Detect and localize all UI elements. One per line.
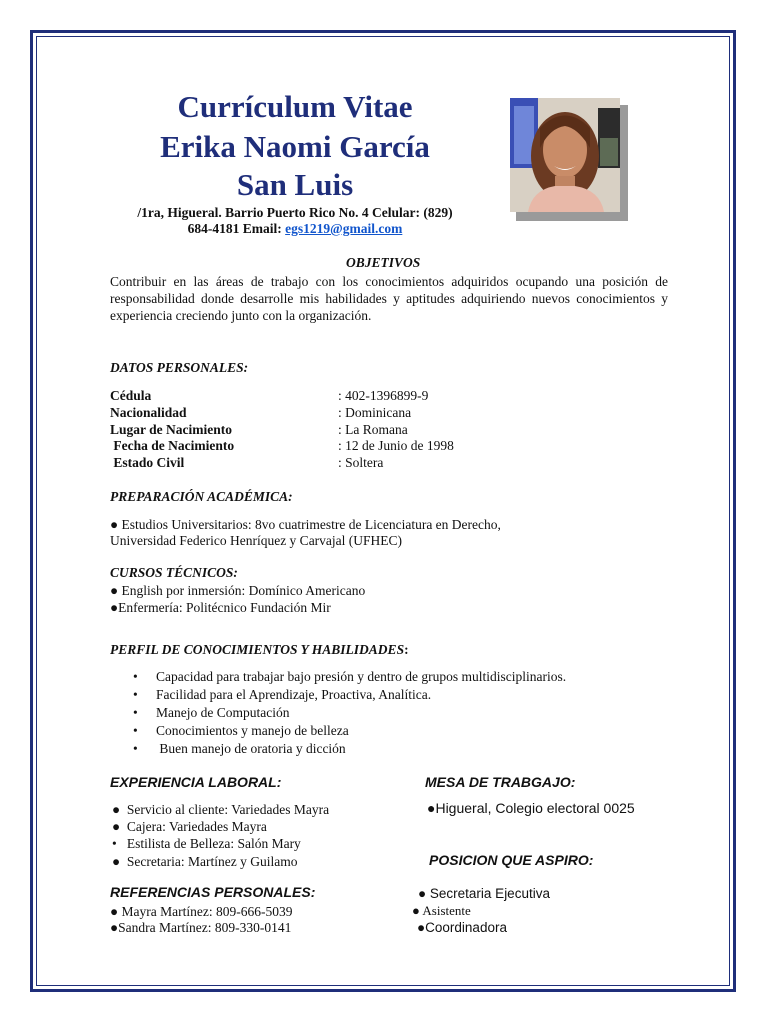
experiencia-item: ● Secretaria: Martínez y Guilamo — [112, 854, 298, 869]
posicion-heading: POSICION QUE ASPIRO: — [429, 852, 594, 868]
cursos-heading: CURSOS TÉCNICOS: — [110, 565, 238, 580]
contact-phone-email — [100, 221, 490, 237]
contact-phone: 684-4181 Email: — [187, 221, 286, 236]
cursos-item: ●Enfermería: Politécnico Fundación Mir — [110, 600, 331, 615]
contact-address: /1ra, Higueral. Barrio Puerto Rico No. 4 Celular: (829) — [137, 205, 453, 220]
academica-line1: ● Estudios Universitarios: 8vo cuatrimestre de Licenciatura en Derecho, — [110, 517, 501, 532]
referencias-item: ● Mayra Martínez: 809-666-5039 — [110, 904, 293, 919]
academica-line2: Universidad Federico Henríquez y Carvajal (UFHEC) — [110, 533, 403, 548]
datos-value: : Dominicana — [338, 405, 412, 420]
perfil-heading — [110, 642, 409, 658]
perfil-heading-colon: : — [404, 642, 409, 657]
perfil-item: • Manejo de Computación — [156, 704, 566, 722]
title-curriculum: Currículum Vitae — [177, 89, 413, 124]
datos-label: Lugar de Nacimiento — [110, 422, 232, 437]
datos-label: Estado Civil — [110, 455, 185, 470]
datos-value: : Soltera — [338, 455, 384, 470]
objetivos-text: Contribuir en las áreas de trabajo con los conocimientos adquiridos ocupando una posición de responsabilidad donde desarrolle mis habilidades y aptitudes adquiriendo nuevos conocimientos y experiencia creciendo junto con la organización. — [110, 274, 668, 323]
objetivos-heading: OBJETIVOS — [346, 255, 421, 270]
cursos-item: ● English por inmersión: Domínico Americano — [110, 583, 366, 598]
datos-label: Cédula — [110, 388, 152, 403]
referencias-item: ●Sandra Martínez: 809-330-0141 — [110, 920, 292, 935]
experiencia-item: • Estilista de Belleza: Salón Mary — [112, 836, 301, 851]
mesa-item: ●Higueral, Colegio electoral 0025 — [427, 800, 635, 816]
experiencia-heading: EXPERIENCIA LABORAL: — [110, 774, 282, 790]
datos-heading: DATOS PERSONALES: — [110, 360, 249, 375]
title-surname: San Luis — [236, 167, 354, 202]
experiencia-item: ● Cajera: Variedades Mayra — [112, 819, 267, 834]
perfil-list — [110, 668, 566, 758]
datos-value: : 402-1396899-9 — [338, 388, 429, 403]
posicion-item: ●Coordinadora — [417, 920, 507, 935]
referencias-heading: REFERENCIAS PERSONALES: — [110, 884, 316, 900]
datos-value: : 12 de Junio de 1998 — [338, 438, 454, 453]
posicion-item: ● Asistente — [412, 903, 471, 918]
email-link[interactable]: egs1219@gmail.com — [285, 221, 403, 236]
perfil-item: • Conocimientos y manejo de belleza — [156, 722, 566, 740]
datos-value: : La Romana — [338, 422, 408, 437]
perfil-heading-text: PERFIL DE CONOCIMIENTOS Y HABILIDADES — [110, 642, 405, 657]
datos-label: Fecha de Nacimiento — [110, 438, 235, 453]
title-name: Erika Naomi García — [160, 129, 430, 164]
academica-heading: PREPARACIÓN ACADÉMICA: — [110, 489, 293, 504]
posicion-item: ● Secretaria Ejecutiva — [418, 886, 550, 901]
mesa-heading: MESA DE TRABGAJO: — [425, 774, 576, 790]
perfil-item: • Facilidad para el Aprendizaje, Proactiva, Analítica. — [156, 686, 566, 704]
perfil-item: • Buen manejo de oratoria y dicción — [156, 740, 566, 758]
profile-photo — [510, 98, 620, 212]
perfil-item: • Capacidad para trabajar bajo presión y dentro de grupos multidisciplinarios. — [156, 668, 566, 686]
experiencia-item: ● Servicio al cliente: Variedades Mayra — [112, 802, 330, 817]
datos-label: Nacionalidad — [110, 405, 187, 420]
